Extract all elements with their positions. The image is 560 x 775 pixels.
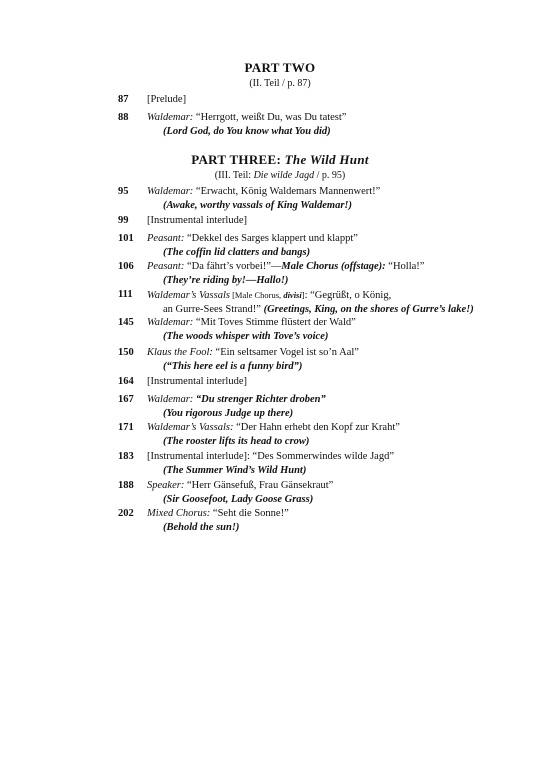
document-page: PART TWO (II. Teil / p. 87) 87 [Prelude] 88 Waldemar: “Herrgott, weißt Du, was Du tatest” (Lord God, do You know what You did) PART THREE: The Wild Hunt (III. Teil: Die wilde Jagd / p. 95) 95 Waldemar: “Erwacht, König Waldemars Mannenwert!” (Awake, worthy vassals of King Waldemar!) 99 [Instrumental interlude] 101 Peasant: “Dekkel des Sarges klappert und klappt” (The coffin lid clatters and bangs) 106 Peasant: “Da fährt’s vorbei!”—Male Chorus (offstage): “Holla!” (They’re riding by!—Hallo!) 111 Waldemar’s Vassals [Male Chorus, divisi]: “Gegrüßt, o König, an Gurre-Sees Strand!” (Greetings, King, on the shores of Gurre’s lake!) 145 Waldemar: “Mit Toves Stimme flüstert der Wald” (The woods whisper with Tove’s voice) 150 Klaus the Fool: “Ein seltsamer Vogel ist so’n Aal” (“This here eel is a funny bird”) 164 [Instrumental interlude] 167 Waldemar: “Du strenger Richter droben” (You rigorous Judge up there) 171 Waldemar’s Vassals: “Der Hahn erhebt den Kopf zur Kraht” (The rooster lifts its head to crow) 183 [Instrumental interlude]: “Des Sommerwindes wilde Jagd” (The Summer Wind’s Wild Hunt) 188 Speaker: “Herr Gänsefuß, Frau Gänsekraut” (Sir Goosefoot, Lady Goose Grass) 202 Mixed Chorus: “Seht die Sonne!” (Behold the sun!)	[0, 0, 560, 775]
part-three-subtitle: (III. Teil: Die wilde Jagd / p. 95)	[214, 170, 346, 181]
translation: (Lord God, do You know what You did)	[163, 126, 331, 137]
speaker: Waldemar:	[147, 112, 194, 123]
part-two-title: PART TWO	[244, 60, 316, 75]
part-two-subtitle: (II. Teil / p. 87)	[249, 78, 311, 89]
part-three-title: PART THREE: The Wild Hunt	[191, 152, 369, 167]
